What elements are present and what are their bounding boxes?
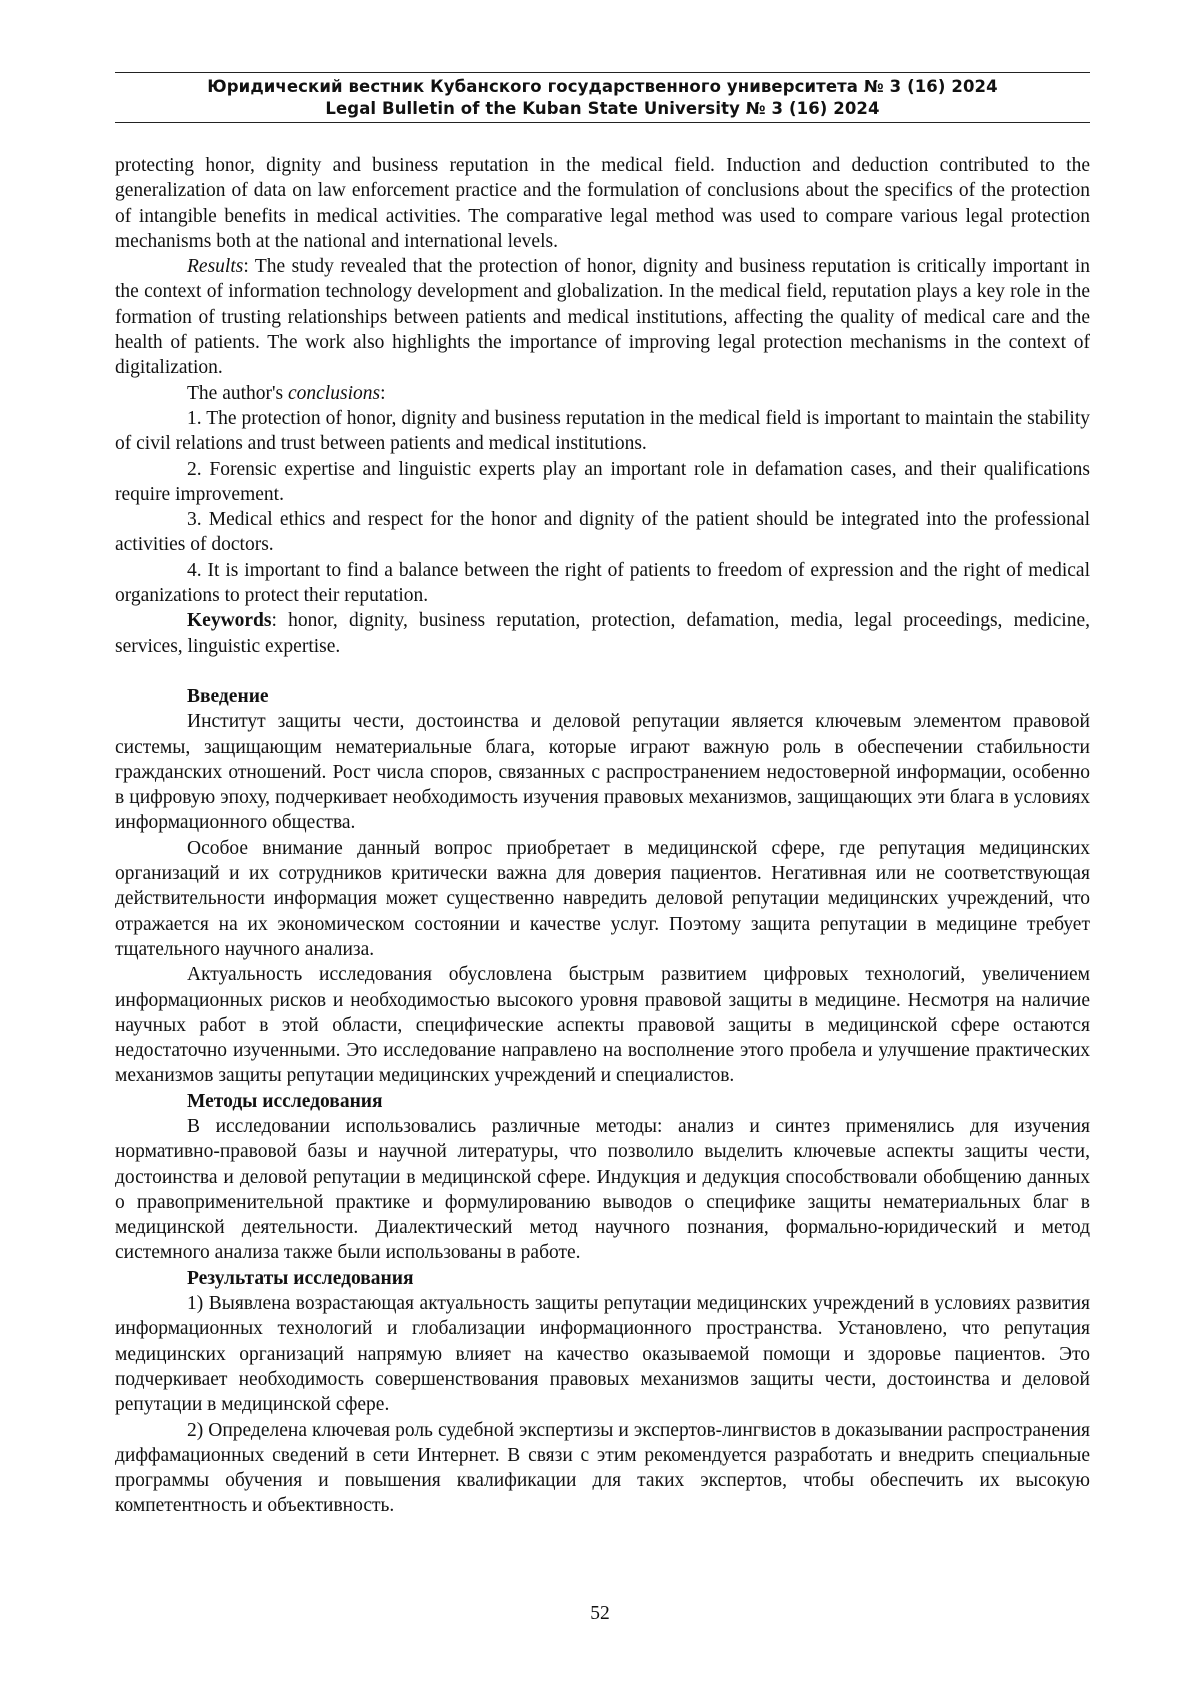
intro-paragraph-3: Актуальность исследования обусловлена быстрым развитием цифровых технологий, увеличением информационных рисков и необходимостью высокого уровня правовой защиты в медицине. Несмотря на наличие научных работ в этой области, специфические аспекты правовой защиты в медицинской сфере остаются недостаточно изученными. Это исследование направлено на восполнение этого пробела и улучшение практических механизмов защиты репутации медицинских учреждений и специалистов. — [115, 964, 1090, 1087]
results-paragraph-1: 1) Выявлена возрастающая актуальность защиты репутации медицинских учреждений в условиях развития информационных технологий и глобализации информационного пространства. Установлено, что репутация медицинских организаций напрямую влияет на качество оказываемой помощи и здоровье пациентов. Это подчеркивает необходимость совершенствования правовых механизмов защиты чести, достоинства и деловой репутации в медицинской сфере. — [115, 1293, 1090, 1416]
journal-title-ru: Юридический вестник Кубанского государственного университета № 3 (16) 2024 — [207, 77, 998, 96]
keywords-paragraph — [115, 608, 1090, 659]
journal-title-en: Legal Bulletin of the Kuban State University № 3 (16) 2024 — [325, 99, 880, 118]
conclusions-label: conclusions — [288, 382, 381, 404]
page-number: 52 — [590, 1603, 610, 1624]
conclusions-intro — [115, 381, 1090, 406]
abstract-methods-paragraph: protecting honor, dignity and business reputation in the medical field. Induction and deduction contributed to the generalization of data on law enforcement practice and the formulation of conclusions about the specifics of the protection of intangible benefits in medical activities. The comparative legal method was used to compare various legal protection mechanisms both at the national and international levels. — [115, 155, 1090, 252]
intro-paragraph-1: Институт защиты чести, достоинства и деловой репутации является ключевым элементом правовой системы, защищающим нематериальные блага, которые играют важную роль в обеспечении стабильности гражданских отношений. Рост числа споров, связанных с распространением недостоверной информации, особенно в цифровую эпоху, подчеркивает необходимость изучения правовых механизмов, защищающих эти блага в условиях информационного общества. — [115, 711, 1090, 834]
keywords-label: Keywords — [187, 610, 272, 632]
results-text: : The study revealed that the protection of honor, dignity and business reputation is critically important in the context of information technology development and globalization. In the medical field, reputation plays a key role in the formation of trusting relationships between patients and medical institutions, affecting the quality of medical care and the health of patients. The work also highlights the importance of improving legal protection mechanisms in the context of digitalization. — [115, 256, 1090, 379]
methods-paragraph: В исследовании использовались различные методы: анализ и синтез применялись для изучения нормативно-правовой базы и научной литературы, что позволило выделить ключевые аспекты защиты чести, достоинства и деловой репутации в медицинской сфере. Индукция и дедукция способствовали обобщению данных о правоприменительной практике и формулированию выводов о специфике защиты нематериальных благ в медицинской деятельности. Диалектический метод научного познания, формально-юридический и метод системного анализа также были использованы в работе. — [115, 1115, 1090, 1264]
intro-paragraph-2: Особое внимание данный вопрос приобретает в медицинской сфере, где репутация медицинских организаций и их сотрудников критически важна для доверия пациентов. Негативная или не соответствующая действительности информация может существенно навредить деловой репутации медицинских учреждений, что отражается на их экономическом состоянии и качестве услуг. Поэтому защита репутации в медицине требует тщательного научного анализа. — [115, 837, 1090, 960]
intro-heading: Введение — [187, 685, 269, 707]
conclusion-item-3: 3. Medical ethics and respect for the honor and dignity of the patient should be integrated into the professional activities of doctors. — [115, 509, 1090, 556]
conclusion-item-1: 1. The protection of honor, dignity and business reputation in the medical field is important to maintain the stability of civil relations and trust between patients and medical institutions. — [115, 407, 1090, 455]
conclusion-item-2: 2. Forensic expertise and linguistic experts play an important role in defamation cases, and their qualifications require improvement. — [115, 458, 1090, 505]
keywords-text: : honor, dignity, business reputation, protection, defamation, media, legal proceedings, medicine, services, linguistic expertise. — [115, 610, 1090, 657]
results-paragraph-2: 2) Определена ключевая роль судебной экспертизы и экспертов-лингвистов в доказывании распространения диффамационных сведений в сети Интернет. В связи с этим рекомендуется разработать и внедрить специальные программы обучения и повышения квалификации для таких экспертов, чтобы обеспечить их высокую компетентность и объективность. — [115, 1419, 1090, 1517]
methods-heading: Методы исследования — [187, 1090, 383, 1112]
results-heading: Результаты исследования — [187, 1267, 414, 1289]
journal-header — [115, 72, 1090, 123]
abstract-results-paragraph — [115, 254, 1090, 380]
conclusions-suffix: : — [380, 382, 386, 404]
conclusions-prefix: The author's — [187, 382, 288, 404]
article-body — [115, 153, 1090, 1519]
conclusion-item-4: 4. It is important to find a balance between the right of patients to freedom of expression and the right of medical organizations to protect their reputation. — [115, 559, 1090, 607]
results-label: Results — [187, 256, 244, 278]
section-gap — [115, 659, 1090, 684]
